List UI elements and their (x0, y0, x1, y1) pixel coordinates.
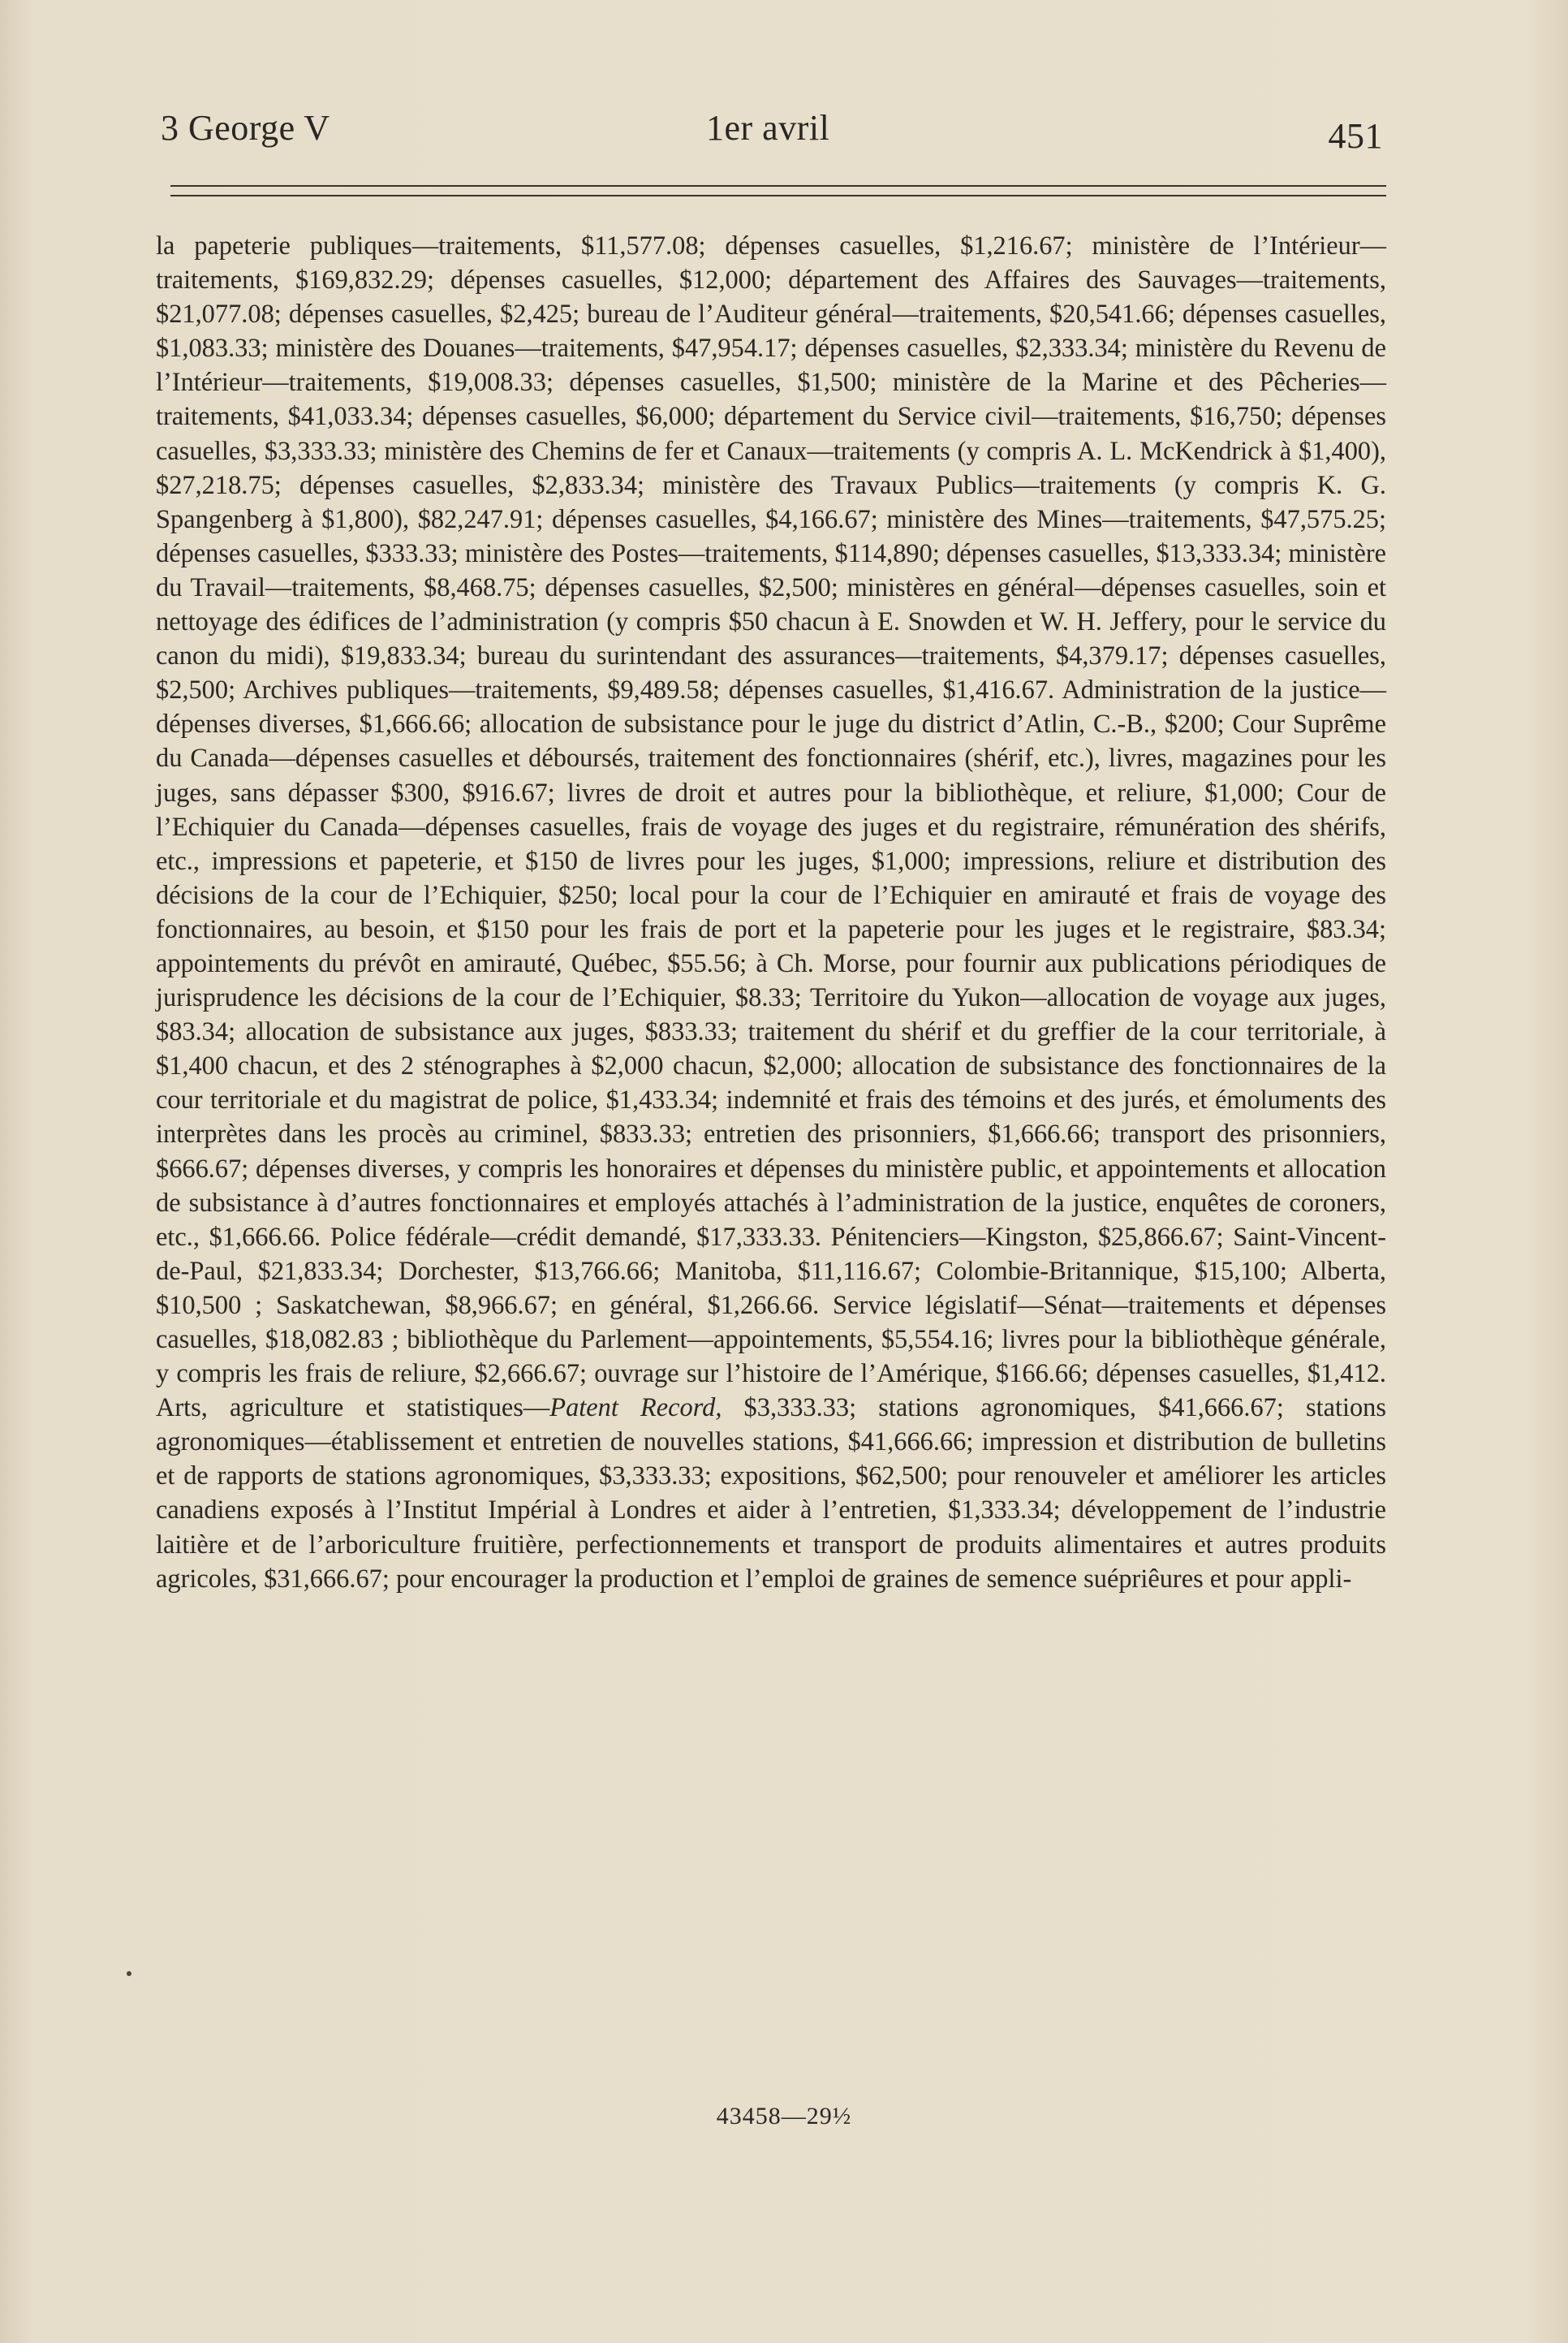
printer-signature: 43458—29½ (716, 2103, 852, 2129)
header-date: 1er avril (706, 108, 830, 148)
header-rule-bottom (170, 195, 1386, 196)
header-reign-year: 3 George V (161, 108, 330, 148)
header-rule-top (170, 185, 1386, 187)
body-text-end: $3,333.33; stations agronomiques, $41,666.67; stations agronomiques—établissement et entretien de nouvelles stations, $41,666.66; impression et distribution de bulletins et de rapports de stations agronomiques, $3,333.33; expositions, $62,500; pour renouveler et améliorer les articles canadiens exposés à l’Institut Impérial à Londres et aider à l’entretien, $1,333.34; développement de l’industrie laitière et de l’arboriculture fruitière, perfectionnements et transport de produits alimentaires et autres produits agricoles, $31,666.67; pour encourager la production et l’emploi de graines de semence suépriêures et pour appli- (156, 1393, 1386, 1594)
italic-publication-title: Patent Record, (549, 1393, 722, 1423)
page-number: 451 (1328, 116, 1383, 156)
running-header (161, 107, 1383, 164)
margin-mark (127, 1971, 131, 1976)
body-text-start: la papeterie publiques—traitements, $11,577.08; dépenses casuelles, $1,216.67; ministère de l’Intérieur—traitements, $169,832.29; dépenses casuelles, $12,000; département des Affaires des Sauvages—traitements, $21,077.08; dépenses casuelles, $2,425; bureau de l’Auditeur général—traitements, $20,541.66; dépenses casuelles, $1,083.33; ministère des Douanes—traitements, $47,954.17; dépenses casuelles, $2,333.34; ministère du Revenu de l’Intérieur—traitements, $19,008.33; dépenses casuelles, $1,500; ministère de la Marine et des Pêcheries—traitements, $41,033.34; dépenses casuelles, $6,000; département du Service civil—traitements, $16,750; dépenses casuelles, $3,333.33; ministère des Chemins de fer et Canaux—traitements (y compris A. L. McKendrick à $1,400), $27,218.75; dépenses casuelles, $2,833.34; ministère des Travaux Publics—traitements (y compris K. G. Spangenberg à $1,800), $82,247.91; dépenses casuelles, $4,166.67; ministère des Mines—traitements, $47,575.25; dépenses casuelles, $333.33; ministère des Postes—traitements, $114,890; dépenses casuelles, $13,333.34; ministère du Travail—traitements, $8,468.75; dépenses casuelles, $2,500; ministères en général—dépenses casuelles, soin et nettoyage des édifices de l’administration (y compris $50 chacun à E. Snowden et W. H. Jeffery, pour le service du canon du midi), $19,833.34; bureau du surintendant des assurances—traitements, $4,379.17; dépenses casuelles, $2,500; Archives publiques—traitements, $9,489.58; dépenses casuelles, $1,416.67. Administration de la justice—dépenses diverses, $1,666.66; allocation de subsistance pour le juge du district d’Atlin, C.-B., $200; Cour Suprême du Canada—dépenses casuelles et déboursés, traitement des fonctionnaires (shérif, etc.), livres, magazines pour les juges, sans dépasser $300, $916.67; livres de droit et autres pour la bibliothèque, et reliure, $1,000; Cour de l’Echiquier du Canada—dépenses casuelles, frais de voyage des juges et du registraire, rémunération des shérifs, etc., impressions et papeterie, et $150 de livres pour les juges, $1,000; impressions, reliure et distribution des décisions de la cour de l’Echiquier, $250; local pour la cour de l’Echiquier en amirauté et frais de voyage des fonctionnaires, au besoin, et $150 pour les frais de port et la papeterie pour les juges et le registraire, $83.34; appointements du prévôt en amirauté, Québec, $55.56; à Ch. Morse, pour fournir aux publications périodiques de jurisprudence les décisions de la cour de l’Echiquier, $8.33; Territoire du Yukon—allocation de voyage aux juges, $83.34; allocation de subsistance aux juges, $833.33; traitement du shérif et du greffier de la cour territoriale, à $1,400 chacun, et des 2 sténographes à $2,000 chacun, $2,000; allocation de subsistance des fonctionnaires de la cour territoriale et du magistrat de police, $1,433.34; indemnité et frais des témoins et des jurés, et émoluments des interprètes dans les procès au criminel, $833.33; entretien des prisonniers, $1,666.66; transport des prisonniers, $666.67; dépenses diverses, y compris les honoraires et dépenses du ministère public, et appointements et allocation de subsistance à d’autres fonctionnaires et employés attachés à l’administration de la justice, enquêtes de coroners, etc., $1,666.66. Police fédérale—crédit demandé, $17,333.33. Pénitenciers—Kingston, $25,866.67; Saint-Vincent-de-Paul, $21,833.34; Dorchester, $13,766.66; Manitoba, $11,116.67; Colombie-Britannique, $15,100; Alberta, $10,500 ; Saskatchewan, $8,966.67; en général, $1,266.66. Service législatif—Sénat—traitements et dépenses casuelles, $18,082.83 ; bibliothèque du Parlement—appointements, $5,554.16; livres pour la bibliothèque générale, y compris les frais de reliure, $2,666.67; ouvrage sur l’histoire de l’Amérique, $166.66; dépenses casuelles, $1,412. Arts, agriculture et statistiques— (156, 231, 1386, 1423)
body-paragraph (156, 229, 1386, 1596)
